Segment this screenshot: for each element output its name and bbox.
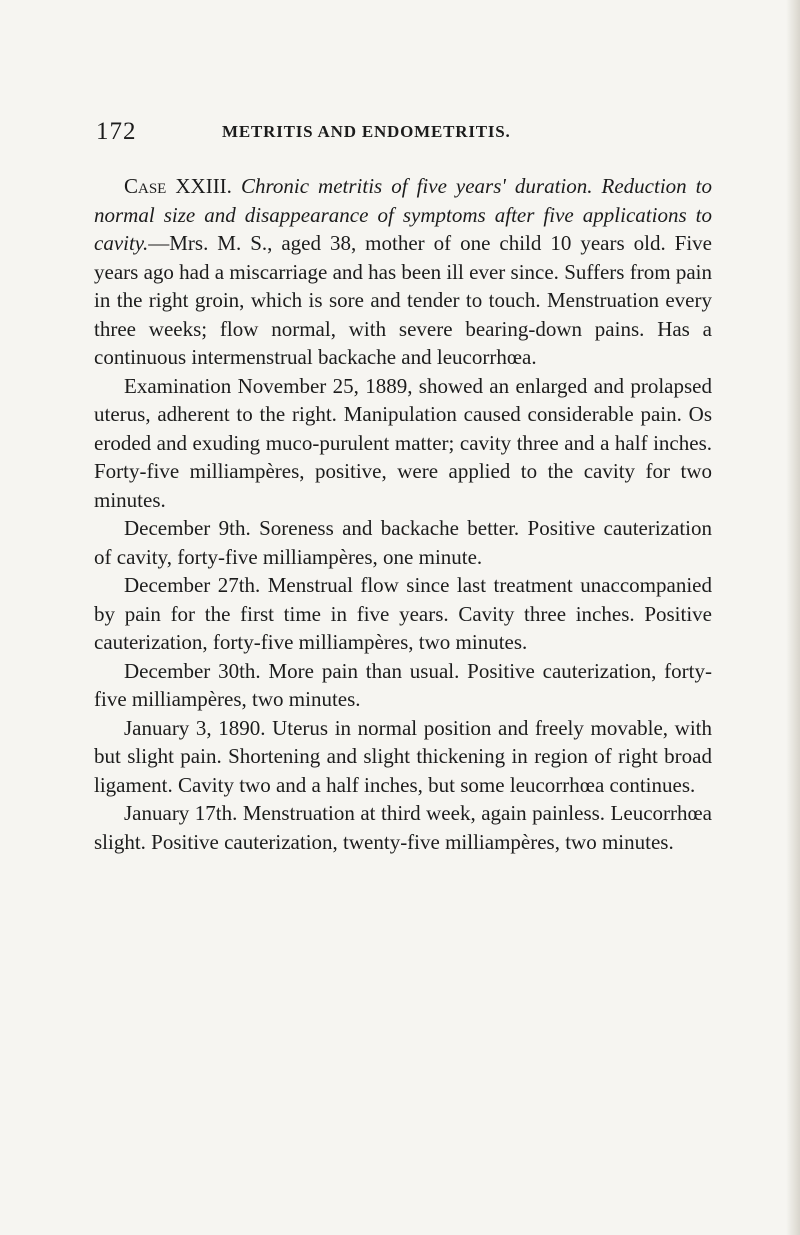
entry-paragraph: December 30th. More pain than usual. Positive cauterization, forty-five milliampères, two minutes. <box>94 658 712 711</box>
page-number: 172 <box>96 118 137 145</box>
case-title: Chronic metritis of five years' duration. Reduction to normal size and disappearance of symptoms after five applications to cavity. <box>94 174 713 255</box>
page-edge <box>786 0 800 1235</box>
entry-paragraph: January 17th. Menstruation at third week, again painless. Leucorrhœa slight. Positive cauterization, twenty-five milliampères, two minutes. <box>94 801 712 854</box>
case-history: —Mrs. M. S., aged 38, mother of one child 10 years old. Five years ago had a miscarriage and has been ill ever since. Suffers from pain in the right groin, which is sore and tender to touch. Menstruation every three weeks; flow normal, with severe bearing-down pains. Has a continuous intermenstrual backache and leucorrhœa. <box>94 231 712 369</box>
entry-paragraph: January 3, 1890. Uterus in normal position and freely movable, with but slight pain. Shortening and slight thickening in region of right broad ligament. Cavity two and a half inches, but some leucorrhœa continues. <box>94 715 712 797</box>
entry-paragraph: Examination November 25, 1889, showed an enlarged and prolapsed uterus, adherent to the right. Manipulation caused considerable pain. Os eroded and exuding muco-purulent matter; cavity three and a half inches. Forty-five milliampères, positive, were applied to the cavity for two minutes. <box>94 373 712 512</box>
entry-paragraph: December 9th. Soreness and backache better. Positive cauterization of cavity, forty-five milliampères, one minute. <box>94 516 712 569</box>
running-head <box>96 118 716 148</box>
running-title: METRITIS AND ENDOMETRITIS. <box>222 122 511 141</box>
case-report <box>94 172 712 856</box>
entry-paragraph: December 27th. Menstrual flow since last treatment unaccompanied by pain for the first time in five years. Cavity three inches. Positive cauterization, forty-five milliampères, two minutes. <box>94 573 712 654</box>
case-label: Case XXIII. <box>124 174 232 198</box>
case-intro-paragraph <box>94 172 712 372</box>
